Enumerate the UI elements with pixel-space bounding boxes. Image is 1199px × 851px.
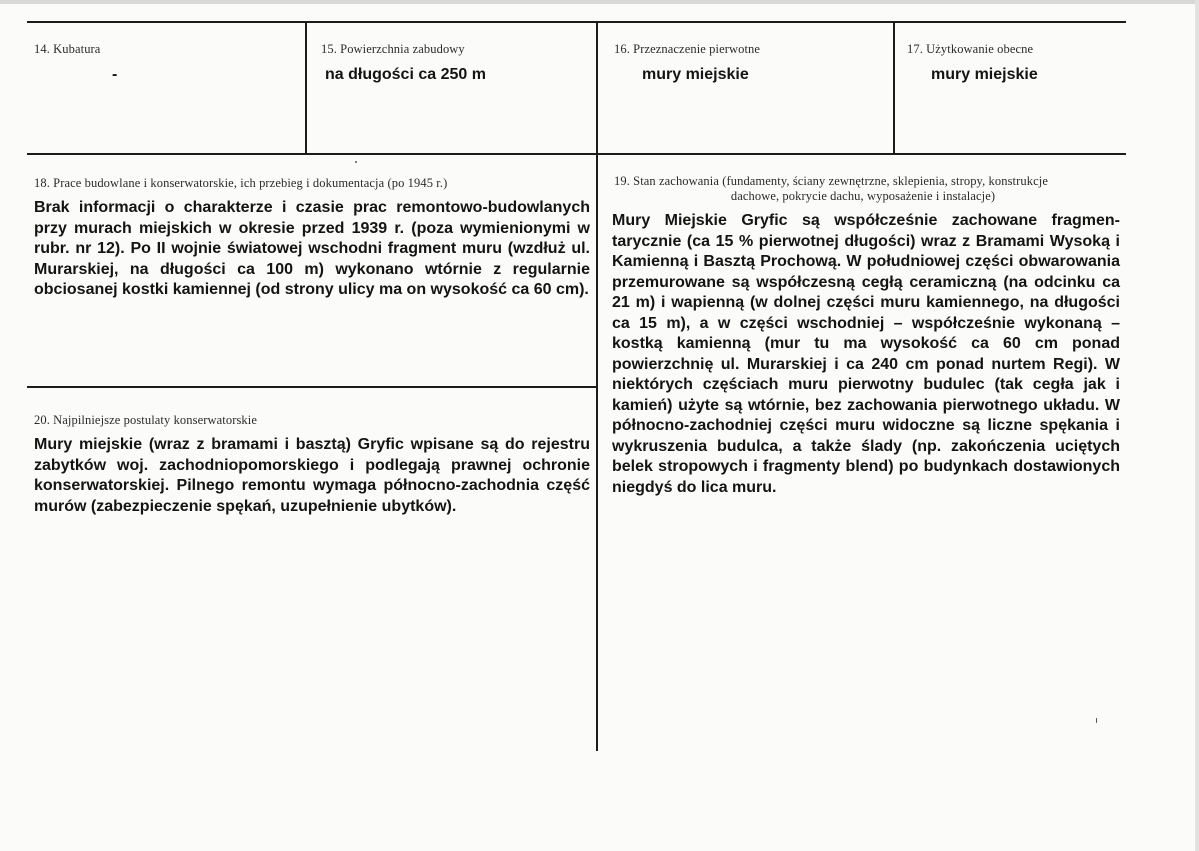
table-top-rule xyxy=(27,21,1126,23)
field-17-label: 17. Użytkowanie obecne xyxy=(907,42,1034,56)
left-section-divider-rule xyxy=(27,386,597,388)
field-18-text: Brak informacji o charakterze i czasie prac remontowo-budowlanych przy murach miejskich w okresie przed 1939 r. (poza wymienionymi w rubr. nr 12). Po II wojnie światowej wschodni fragment muru (wzdłuż ul. Murarskiej, na długości ca 100 m) wykonano wtórnie z regularnie obciosanej kostki kamiennej (od strony ulicy ma on wysokość ca 60 cm). xyxy=(34,199,590,298)
field-20-label: 20. Najpilniejsze postulaty konserwatorskie xyxy=(34,413,258,427)
field-19-label-line2: dachowe, pokrycie dachu, wyposażenie i instalacje) xyxy=(730,189,996,203)
column-divider-1 xyxy=(305,21,307,155)
field-16-value: mury miejskie xyxy=(642,66,749,83)
field-16-label: 16. Przeznaczenie pierwotne xyxy=(614,42,761,56)
field-18-label: 18. Prace budowlane i konserwatorskie, ich przebieg i dokumentacja (po 1945 r.) xyxy=(34,176,448,190)
page-edge-right xyxy=(1195,0,1199,851)
field-20-text: Mury miejskie (wraz z bramami i basztą) Gryfic wpisane są do rejestru zabytków woj. zachodniopomorskiego i podlegają prawnej ochronie konserwatorskiej. Pilnego remontu wymaga północno-zachodnia część murów (zabezpieczenie spękań, uzupełnienie ubytków). xyxy=(34,436,590,515)
field-14-label: 14. Kubatura xyxy=(34,42,101,56)
field-14-value: - xyxy=(112,66,118,83)
field-17-value: mury miejskie xyxy=(931,66,1038,83)
page-edge-top xyxy=(0,0,1199,4)
column-divider-center xyxy=(596,21,598,751)
row-divider-rule xyxy=(27,153,1126,155)
field-15-value: na długości ca 250 m xyxy=(325,66,486,83)
column-divider-3 xyxy=(893,21,895,155)
field-19-text: Mury Miejskie Gryfic są współcześnie zachowane fragmentarycznie (ca 15 % pierwotnej długości) wraz z Bramami Wysoką i Kamienną i Basztą Prochową. W południowej części obwarowania przemurowane są współczesną cegłą ceramiczną (na odcinku ca 21 m) i wapienną (w dolnej części muru kamiennego, na długości ca 15 m), a w części wschodniej – współcześnie wykonaną – kostką kamienną (mur tu ma wysokość ca 60 cm ponad powierzchnię ul. Murarskiej i ca 240 cm ponad nurtem Regi). W niektórych częściach muru pierwotny budulec (tak cegła jak i kamień) użyte są wtórnie, bez zachowania pierwotnego układu. W północno-zachodniej części muru widoczne są liczne spękania i wykruszenia budulca, a także ślady (np. zakończenia uciętych belek stropowych i fragmenty blend) po budynkach dostawionych niegdyś do lica muru. xyxy=(612,212,1120,496)
scan-speck xyxy=(1096,718,1097,723)
scan-speck xyxy=(355,161,357,163)
field-15-label: 15. Powierzchnia zabudowy xyxy=(321,42,465,56)
field-19-label-line1: 19. Stan zachowania (fundamenty, ściany zewnętrzne, sklepienia, stropy, konstrukcje xyxy=(614,174,1048,188)
